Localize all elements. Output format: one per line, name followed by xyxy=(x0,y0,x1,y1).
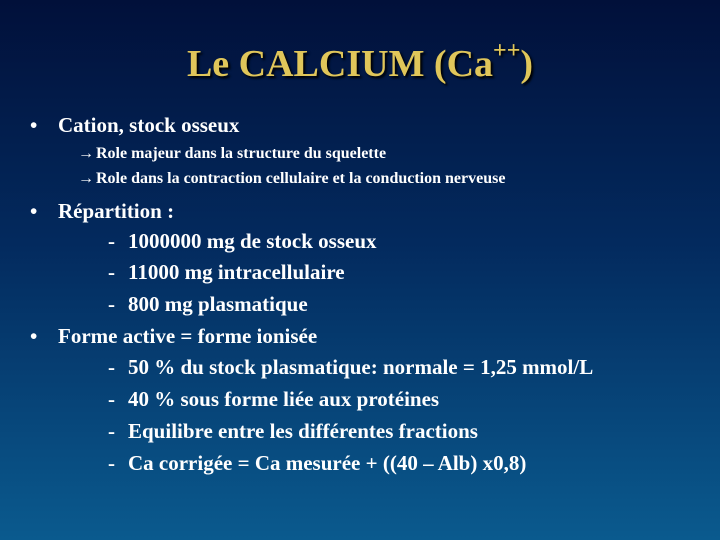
dash-marker: - xyxy=(108,419,115,443)
sub-item-text: 800 mg plasmatique xyxy=(128,292,308,316)
sub-item xyxy=(108,260,345,285)
bullet-marker: • xyxy=(30,199,38,223)
dash-marker: - xyxy=(108,355,115,379)
bullet-marker: • xyxy=(30,324,38,348)
sub-item-text: Role dans la contraction cellulaire et la conduction nerveuse xyxy=(96,170,506,187)
bullet-marker: • xyxy=(30,113,38,137)
sub-item xyxy=(108,292,308,317)
arrow-icon: → xyxy=(78,170,94,187)
sub-item xyxy=(78,170,505,188)
sub-item-text: 1000000 mg de stock osseux xyxy=(128,229,377,253)
sub-item-text: 11000 mg intracellulaire xyxy=(128,260,345,284)
bullet-item xyxy=(0,113,239,138)
arrow-icon: → xyxy=(78,145,94,162)
dash-marker: - xyxy=(108,387,115,411)
sub-item-text: Ca corrigée = Ca mesurée + ((40 – Alb) x0,8) xyxy=(128,451,527,475)
sub-item-text: Role majeur dans la structure du squelette xyxy=(96,145,387,162)
title-main: Le CALCIUM (Ca xyxy=(186,43,494,85)
sub-item xyxy=(108,387,439,412)
title-superscript: ++ xyxy=(493,38,521,64)
bullet-text: Cation, stock osseux xyxy=(58,113,240,137)
title-end: ) xyxy=(520,43,534,85)
bullet-item xyxy=(0,199,174,224)
sub-item-text: Equilibre entre les différentes fractions xyxy=(128,419,478,443)
bullet-item xyxy=(0,324,317,349)
bullet-text: Répartition : xyxy=(58,199,175,223)
dash-marker: - xyxy=(108,229,115,253)
dash-marker: - xyxy=(108,260,115,284)
dash-marker: - xyxy=(108,292,115,316)
sub-item xyxy=(78,145,386,163)
dash-marker: - xyxy=(108,451,115,475)
sub-item-text: 40 % sous forme liée aux protéines xyxy=(128,387,440,411)
sub-item xyxy=(108,229,377,254)
sub-item xyxy=(108,355,593,380)
bullet-text: Forme active = forme ionisée xyxy=(58,324,318,348)
sub-item-text: 50 % du stock plasmatique: normale = 1,25 mmol/L xyxy=(128,355,594,379)
sub-item xyxy=(108,419,478,444)
slide-title xyxy=(0,38,720,86)
sub-item xyxy=(108,451,526,476)
